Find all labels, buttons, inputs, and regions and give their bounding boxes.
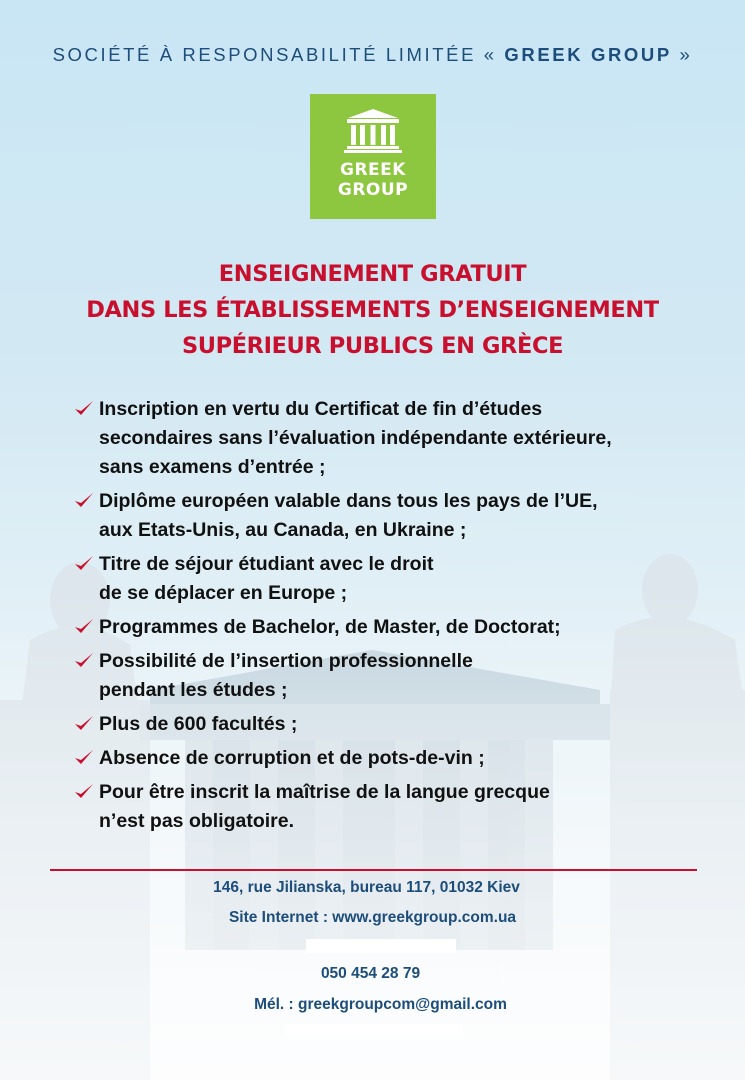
headline xyxy=(0,256,745,364)
list-item-text: Pour être inscrit la maîtrise de la langue grecque xyxy=(99,781,550,803)
list-item-text: Titre de séjour étudiant avec le droit xyxy=(99,553,434,575)
list-item-text: Plus de 600 facultés ; xyxy=(99,713,298,735)
list-item-text: sans examens d’entrée ; xyxy=(99,456,326,478)
list-item xyxy=(74,395,714,482)
company-suffix: » xyxy=(671,44,693,65)
company-prefix: SOCIÉTÉ À RESPONSABILITÉ LIMITÉE « xyxy=(52,44,505,65)
list-item-text: de se déplacer en Europe ; xyxy=(99,582,348,604)
list-item-text: Inscription en vertu du Certificat de fin d’études xyxy=(99,398,543,420)
list-item-text: Diplôme européen valable dans tous les pays de l’UE, xyxy=(99,490,598,512)
company-brand: GREEK GROUP xyxy=(504,44,672,65)
checkmark-icon xyxy=(74,555,94,573)
logo-text-line2: GROUP xyxy=(337,180,409,200)
divider-line xyxy=(50,869,697,871)
logo-text-line1: GREEK xyxy=(340,160,406,180)
list-item-text: secondaires sans l’évaluation indépendante extérieure, xyxy=(99,427,612,449)
list-item-text: Programmes de Bachelor, de Master, de Doctorat; xyxy=(99,616,561,638)
list-item xyxy=(74,487,714,545)
checkmark-icon xyxy=(74,749,94,767)
list-item xyxy=(74,744,714,773)
redaction-bar xyxy=(285,1024,463,1036)
list-item-text: aux Etats-Unis, au Canada, en Ukraine ; xyxy=(99,519,467,541)
checkmark-icon xyxy=(74,492,94,510)
greek-group-logo xyxy=(310,94,436,219)
checkmark-icon xyxy=(74,783,94,801)
list-item-text: Possibilité de l’insertion professionnelle xyxy=(99,650,473,672)
checkmark-icon xyxy=(74,618,94,636)
headline-line-1: ENSEIGNEMENT GRATUIT xyxy=(218,261,527,287)
checkmark-icon xyxy=(74,400,94,418)
checkmark-icon xyxy=(74,715,94,733)
list-item xyxy=(74,710,714,739)
benefits-list xyxy=(74,395,714,836)
temple-icon xyxy=(344,108,402,154)
contact-phone[interactable]: 050 454 28 79 xyxy=(320,965,421,982)
list-item xyxy=(74,778,714,836)
checkmark-icon xyxy=(74,652,94,670)
contact-email[interactable]: Mél. : greekgroupcom@gmail.com xyxy=(254,996,507,1013)
headline-line-2: DANS LES ÉTABLISSEMENTS D’ENSEIGNEMENT xyxy=(86,297,659,323)
contact-website[interactable]: Site Internet : www.greekgroup.com.ua xyxy=(228,909,517,926)
separator-line xyxy=(502,965,503,985)
redaction-bar xyxy=(306,939,456,953)
headline-line-3: SUPÉRIEUR PUBLICS EN GRÈCE xyxy=(181,333,564,359)
contact-address: 146, rue Jilianska, bureau 117, 01032 Kiev xyxy=(213,879,520,896)
list-item xyxy=(74,613,714,642)
list-item-text: pendant les études ; xyxy=(99,679,288,701)
list-item-text: Absence de corruption et de pots-de-vin ; xyxy=(99,747,485,769)
company-name-line xyxy=(0,44,745,66)
list-item xyxy=(74,647,714,705)
list-item-text: n’est pas obligatoire. xyxy=(99,810,295,832)
list-item xyxy=(74,550,714,608)
